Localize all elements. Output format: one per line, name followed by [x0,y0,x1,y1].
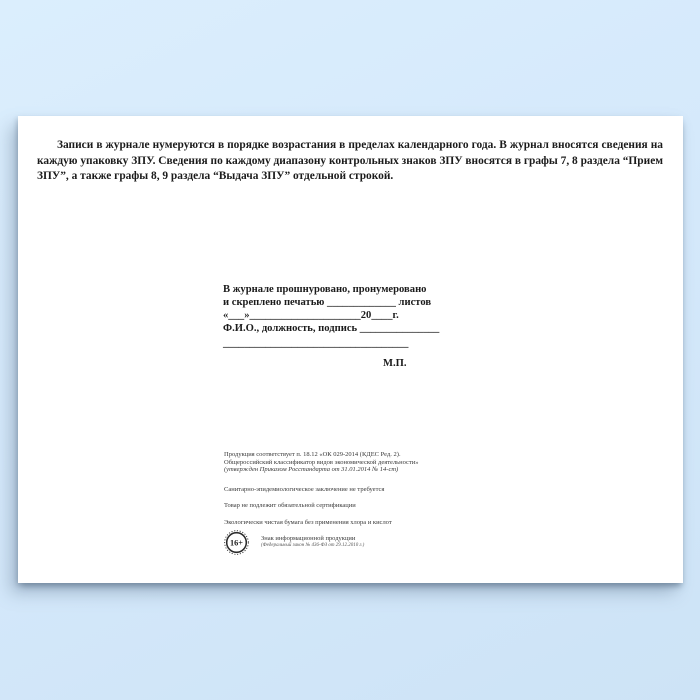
certification-line-4: Ф.И.О., должность, подпись _______________ [223,323,440,334]
sanitary-statement: Санитарно-эпидемиологическое заключение не требуется [224,485,385,493]
certification-line-3: «___»_____________________20____г. [223,310,399,321]
compliance-line-2: Общероссийский классификатор видов экономической деятельности» [224,458,419,466]
certification-block [223,283,439,370]
age-rating-text-block [261,535,364,550]
certification-line-5: ___________________________________ [223,338,409,349]
document-page [18,116,683,583]
age-rating-law-note: (Федеральный закон № 436-ФЗ от 29.12.2010 г.) [261,542,365,548]
certification-line-2: и скреплено печатью _____________ листов [223,297,432,308]
compliance-note: (утвержден Приказом Росстандарта от 31.01.2014 № 14-ст) [224,466,399,474]
compliance-line-1: Продукция соответствует п. 18.12 «ОК 029-2014 (КДЕС Ред. 2). [224,451,401,458]
journal-rules-paragraph: Записи в журнале нумеруются в порядке возрастания в пределах календарного года. В журнал вносятся сведения на каждую упаковку ЗПУ. Сведения по каждому диапазону контрольных знаков ЗПУ вносятся в графы 7, 8 раздела “Прием ЗПУ”, а также графы 8, 9 раздела “Выдача ЗПУ” отдельной строкой. [37,139,664,183]
age-rating-label: Знак информационной продукции [261,534,356,542]
age-rating-16plus-icon [224,530,249,555]
certification-line-1: В журнале прошнуровано, пронумеровано [223,284,427,295]
stamp-place-label: М.П. [383,358,407,369]
age-rating-text: 16+ [230,538,243,548]
ecology-statement: Экологически чистая бумага без применения хлора и кислот [224,518,392,526]
fine-print-block [224,451,419,555]
certification-statement: Товар не подлежит обязательной сертификации [224,502,356,510]
age-rating-row [224,530,419,555]
